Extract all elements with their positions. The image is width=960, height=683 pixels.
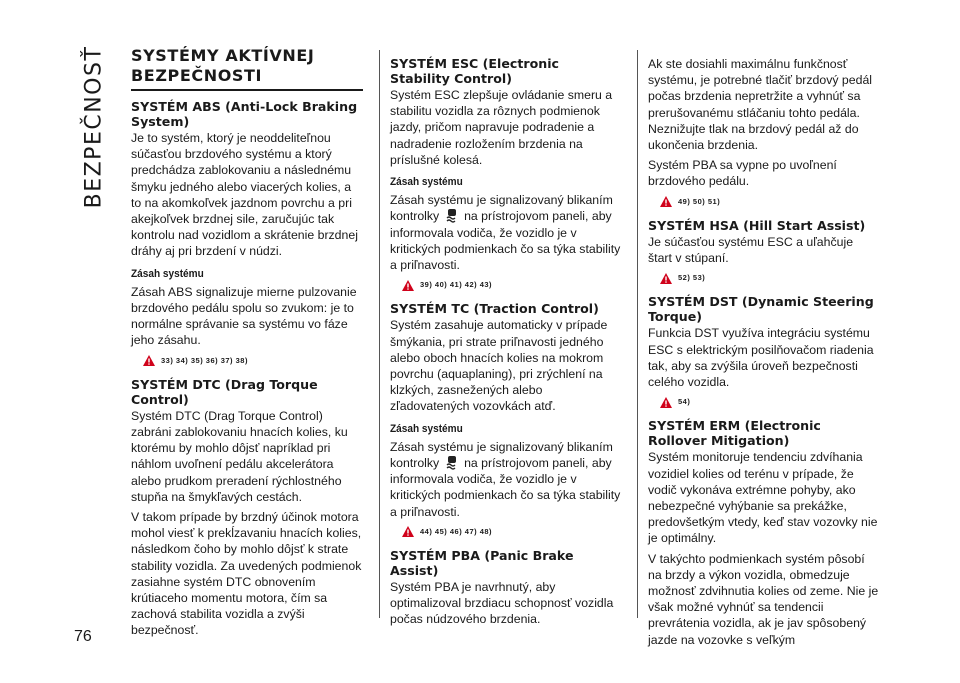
warning-ref-numbers: 44) 45) 46) 47) 48) xyxy=(420,526,493,536)
warning-triangle-icon xyxy=(402,280,414,291)
dst-heading: SYSTÉM DST (Dynamic Steering Torque) xyxy=(648,294,874,325)
erm-text-2: V takýchto podmienkach systém pôsobí na brzdy a výkon vozidla, obmedzuje možnosť zdvihnutia kolies od zeme. Nie je však možné vyhnúť sa tendencii prevrátenia vozidla, ak je jav spôsobený jazde na vozovke s veľkým xyxy=(648,551,879,647)
esc-text: Systém ESC zlepšuje ovládanie smeru a stabilitu vozidla za rôznych podmienok jazdy, pričom napravuje podradenie a nadradenie rozložením brzdenia na príslušné kolesá. xyxy=(390,88,613,167)
pba-heading: SYSTÉM PBA (Panic Brake Assist) xyxy=(390,548,574,579)
pba-text: Systém PBA je navrhnutý, aby optimalizoval brzdiacu schopnosť vozidla počas núdzového brzdenia. xyxy=(390,580,614,627)
warning-refs xyxy=(660,270,880,286)
warning-ref-numbers: 54) xyxy=(678,397,691,407)
warning-triangle-icon xyxy=(660,397,672,408)
hsa-heading: SYSTÉM HSA (Hill Start Assist) xyxy=(648,217,866,233)
warning-ref-numbers: 52) 53) xyxy=(678,273,706,283)
dtc-heading: SYSTÉM DTC (Drag Torque Control) xyxy=(131,376,318,407)
erm-text-1: Systém monitoruje tendenciu zdvíhania vozidiel kolies od terénu v prípade, že vodič vykonáva extrémne pohyby, ako nebezpečné vyhýbanie sa prekážke, predovšetkým vtedy, keď stav vozovky nie je optimálny. xyxy=(648,450,878,546)
warning-triangle-icon xyxy=(143,355,155,366)
warning-triangle-icon xyxy=(660,196,672,207)
column-1 xyxy=(131,46,363,643)
pba-continued-text-1: Ak ste dosiahli maximálnu funkčnosť systému, je potrebné tlačiť brzdový pedál počas brzdenia nepretržite a vyhnúť sa prerušovanému stláčaniu tohto pedála. Neznižujte tlak na brzdový pedál až do ukončenia brzdenia. xyxy=(648,57,873,153)
esc-subheading: Zásah systému xyxy=(390,176,463,189)
tc-skid-indicator-icon xyxy=(445,455,459,470)
warning-refs xyxy=(660,394,880,410)
column-2 xyxy=(390,46,622,632)
erm-heading: SYSTÉM ERM (Electronic Rollover Mitigation) xyxy=(648,418,821,449)
warning-refs xyxy=(143,353,363,369)
warning-ref-numbers: 39) 40) 41) 42) 43) xyxy=(420,280,493,290)
warning-refs xyxy=(660,194,880,210)
dst-text: Funkcia DST využíva integráciu systému ESC s elektrickým posilňovačom riadenia tak, aby sa zvýšila úroveň bezpečnosti celého vozidla. xyxy=(648,326,874,390)
abs-heading: SYSTÉM ABS (Anti-Lock Braking System) xyxy=(131,99,358,129)
tc-heading: SYSTÉM TC (Traction Control) xyxy=(390,301,599,317)
abs-subheading: Zásah systému xyxy=(131,267,204,280)
esc-sub-text: Zásah systému je signalizovaný blikaním kontrolky na prístrojovom paneli, aby informovala vodiča, že vozidlo je v kritických podmienkach čo sa týka stability a priľnavosti. xyxy=(390,193,621,273)
warning-triangle-icon xyxy=(660,273,672,284)
section-side-title: BEZPEČNOSŤ xyxy=(81,45,107,209)
column-divider xyxy=(637,50,638,618)
column-divider xyxy=(379,50,380,618)
abs-text: Je to systém, ktorý je neoddeliteľnou súčasťou brzdového systému a ktorý predchádza zablokovaniu a následnému šmyku jedného alebo viacerých kolies, a to na akomkoľvek jazdnom povrchu a pri akejkoľvek brzdnej sile, zaručujúc tak kontrolu nad vozidlom a skrátenie brzdnej dráhy aj pri brzdení v núdzi. xyxy=(131,131,358,259)
warning-ref-numbers: 49) 50) 51) xyxy=(678,196,721,206)
warning-triangle-icon xyxy=(402,526,414,537)
dtc-text-2: V takom prípade by brzdný účinok motora mohol viesť k prekĺzavaniu hnacích kolies, následkom čoho by mohlo dôjsť k strate stability vozidla. Za uvedených podmienok zasiahne systém DTC obnovením krútiaceho momentu motora, čím sa zachová stabilita vozidla a zvýši bezpečnosť. xyxy=(131,510,362,638)
esc-skid-indicator-icon xyxy=(445,208,459,223)
hsa-text: Je súčasťou systému ESC a uľahčuje štart v stúpaní. xyxy=(648,234,854,266)
abs-sub-text: Zásah ABS signalizuje mierne pulzovanie brzdového pedálu spolu so zvukom: je to normálne správanie sa systému vo fáze jeho zásahu. xyxy=(131,284,357,348)
warning-ref-numbers: 33) 34) 35) 36) 37) 38) xyxy=(161,355,248,365)
tc-text: Systém zasahuje automaticky v prípade šmýkania, pri strate priľnavosti jedného alebo oboch hnacích kolies na mokrom povrchu (aquaplaning), pri zrýchlení na klzkých, zasnežených alebo zľadovatených vozovkách atď. xyxy=(390,318,608,414)
esc-heading: SYSTÉM ESC (Electronic Stability Control) xyxy=(390,56,559,86)
tc-subheading: Zásah systému xyxy=(390,422,463,435)
page-title: SYSTÉMY AKTÍVNEJ BEZPEČNOSTI xyxy=(131,46,363,91)
warning-refs xyxy=(402,277,622,293)
column-3 xyxy=(648,46,880,652)
dtc-text-1: Systém DTC (Drag Torque Control) zabráni zablokovaniu hnacích kolies, ku ktorému by mohlo dôjsť napríklad pri náhlom uvoľnení pedálu akcelerátora alebo prudkom preradení rýchlostného stupňa na šmykľavých cestách. xyxy=(131,408,348,504)
warning-refs xyxy=(402,524,622,540)
page-number: 76 xyxy=(74,628,92,645)
tc-sub-text: Zásah systému je signalizovaný blikaním kontrolky na prístrojovom paneli, aby informovala vodiča, že vozidlo je v kritických podmienkach čo sa týka stability a priľnavosti. xyxy=(390,439,621,519)
pba-continued-text-2: Systém PBA sa vypne po uvoľnení brzdového pedálu. xyxy=(648,158,837,189)
